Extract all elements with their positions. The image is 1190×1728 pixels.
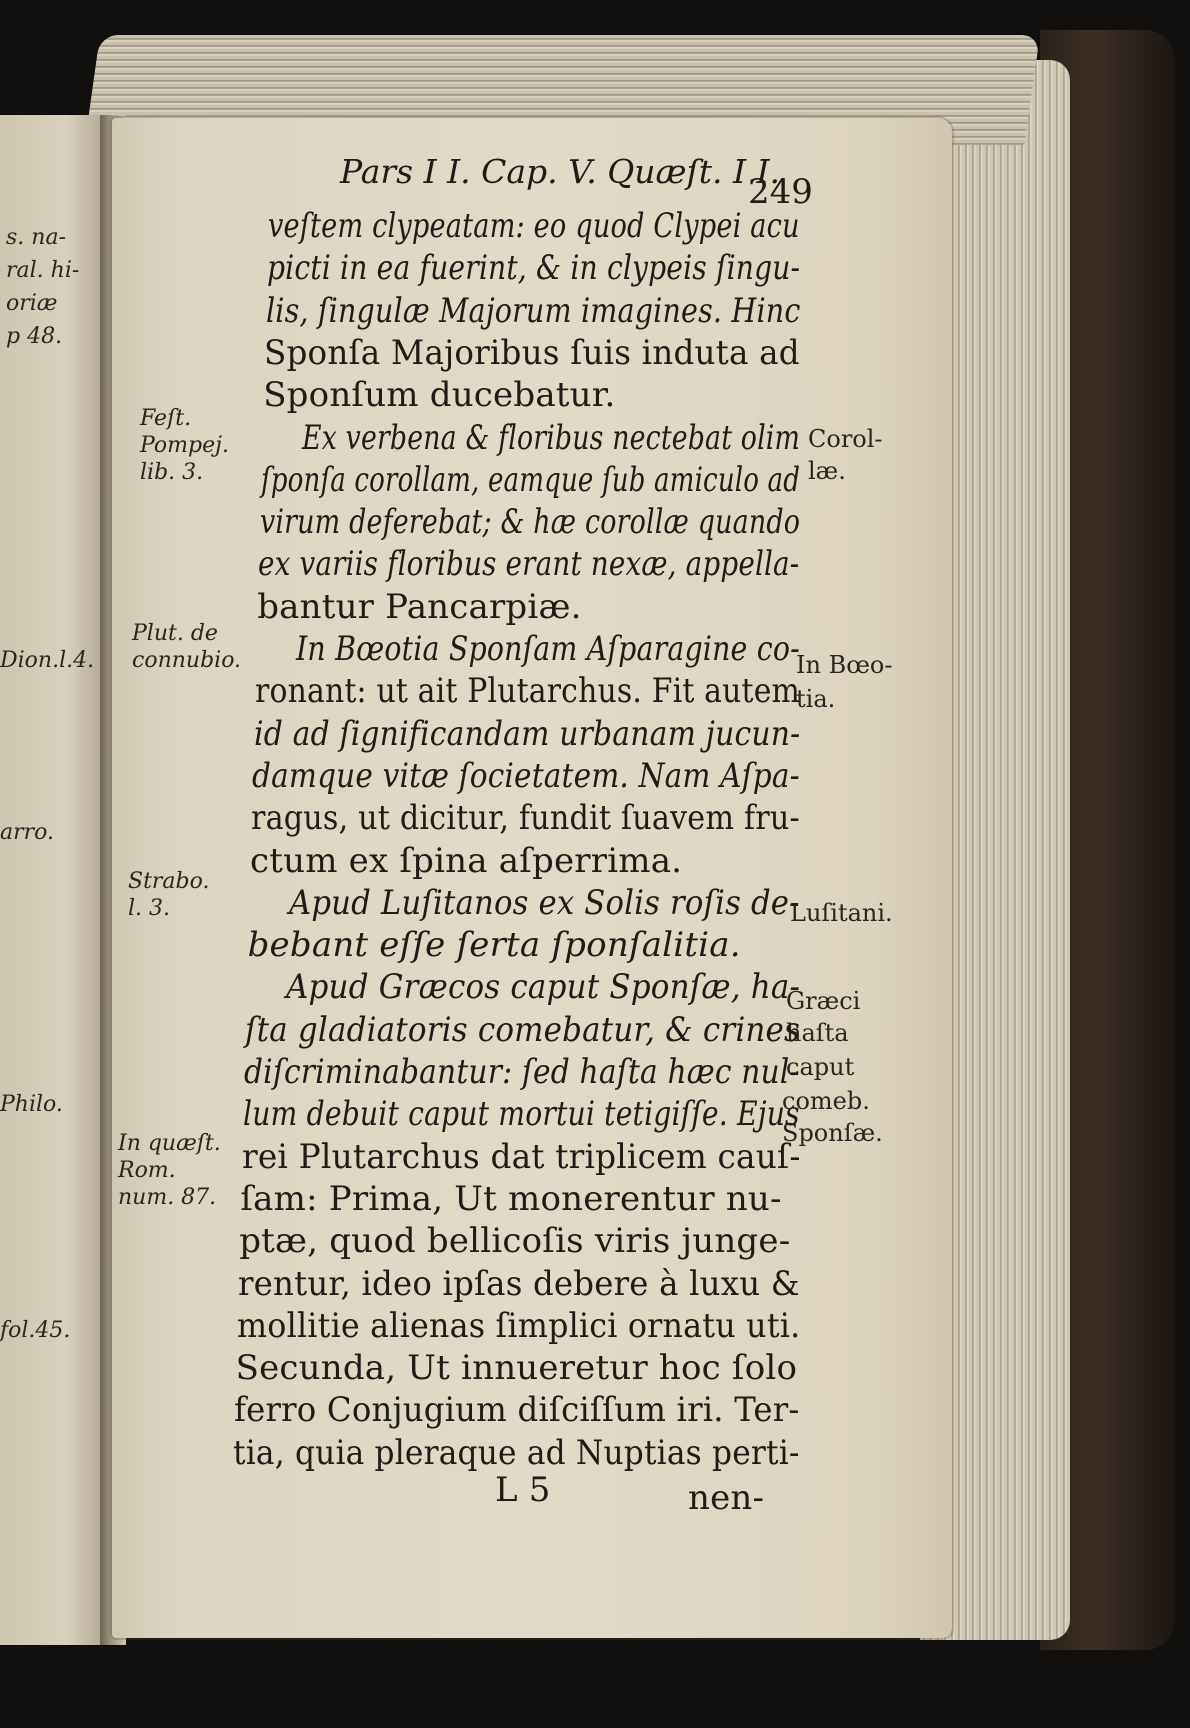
body-line: id ad ſignificandam urbanam jucun- [253,713,800,754]
margin-note-right: Luſitani. [790,899,893,927]
margin-note-left: In quæſt. Rom. num. 87. [118,1131,221,1210]
margin-note-right: In Bœo- [796,651,893,679]
body-line: Secunda, Ut innueretur hoc ſolo [235,1348,798,1389]
body-line: Sponſa Majoribus ſuis induta ad [264,332,801,373]
body-line: bebant eſſe ſerta ſponſalitia. [247,925,741,966]
body-line: bantur Pancarpiæ. [257,586,582,627]
left-fragment: p 48. [6,324,63,349]
signature-mark: L 5 [495,1470,551,1510]
body-line: Apud Luſitanos ex Solis roſis de- [288,882,800,923]
margin-note-right: haſta [786,1019,849,1047]
body-line: ſponſa corollam, eamque ſub amiculo ad [260,459,800,500]
body-line: ferro Conjugium diſciſſum iri. Ter- [234,1390,800,1431]
margin-note-right: Corol- [808,425,883,453]
body-line: lum debuit caput mortui tetigiſſe. Ejus [242,1094,800,1135]
body-line: rentur, ideo ipſas debere à luxu & [238,1263,800,1304]
body-line: mollitie alienas ſimplici ornatu uti. [236,1305,801,1346]
body-line: Ex verbena & floribus nectebat olim [302,417,801,458]
body-line: virum deferebat; & hæ corollæ quando [259,502,800,543]
margin-note-left: Feſt. Pompej. lib. 3. [140,406,229,485]
running-title: Pars I I. Cap. V. Quæſt. I I. [340,152,781,191]
body-line: ronant: ut ait Plutarchus. Fit autem [254,671,800,712]
left-fragment: ral. hi- [6,258,80,283]
body-line: rei Plutarchus dat triplicem cauſ- [241,1136,801,1177]
body-line: picti in ea fuerint, & in clypeis ſingu- [266,248,801,289]
body-line: ptæ, quod bellicoſis viris junge- [239,1221,791,1262]
catchword: nen- [688,1478,765,1518]
body-line: ſta gladiatoris comebatur, & crines [245,1009,801,1050]
left-fragment: Dion.l.4. [0,648,95,673]
body-line: damque vitæ ſocietatem. Nam Aſpa- [252,755,801,796]
body-line: tia, quia pleraque ad Nuptias perti- [233,1432,800,1473]
left-fragment: Philo. [0,1092,63,1117]
body-line: ctum ex ſpina aſperrima. [250,840,683,881]
body-line: lis, ſingulæ Majorum imagines. Hinc [265,290,801,331]
margin-note-right: caput [786,1053,855,1081]
margin-note-right: tia. [796,685,836,713]
body-line: In Bœotia Sponſam Aſparagine co- [296,629,800,669]
margin-note-left: Plut. de connubio. [132,621,242,673]
margin-note-right: comeb. [782,1087,870,1115]
body-line: ragus, ut dicitur, fundit ſuavem fru- [251,798,801,839]
left-fragment: fol.45. [0,1318,71,1343]
body-line: ſam: Prima, Ut monerentur nu- [240,1178,782,1219]
body-line: veſtem clypeatam: eo quod Clypei acu [268,206,800,246]
margin-note-right: Græci [786,987,861,1015]
body-line: ex variis floribus erant nexæ, appella- [258,544,800,585]
body-line: Apud Græcos caput Sponſæ, ha- [286,967,801,1008]
margin-note-right: læ. [808,457,846,485]
margin-note-left: Strabo. l. 3. [128,869,210,921]
left-fragment: oriæ [6,291,58,316]
body-line: diſcriminabantur: ſed haſta hæc nul- [244,1052,800,1092]
body-line: Sponſum ducebatur. [263,375,616,416]
left-fragment: arro. [0,820,55,845]
page-number: 249 [748,172,813,212]
left-fragment: s. na- [6,225,66,250]
margin-note-right: Sponſæ. [782,1119,883,1147]
